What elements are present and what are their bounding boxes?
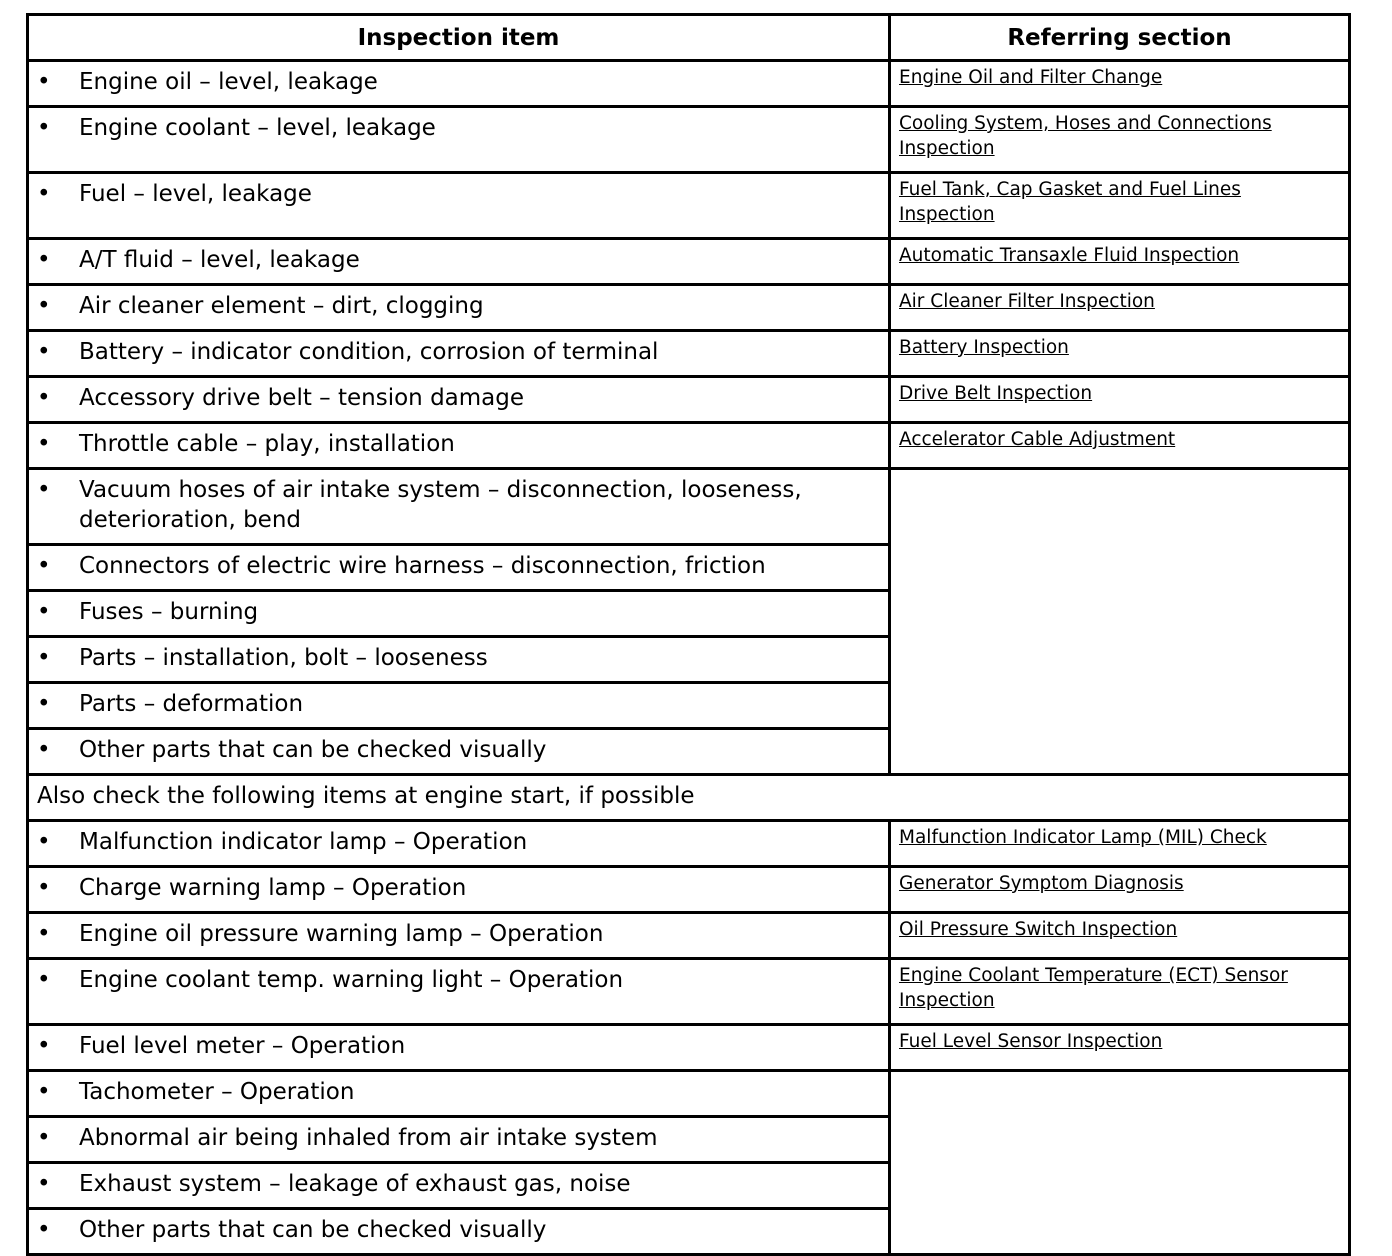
referring-section-link[interactable]: Air Cleaner Filter Inspection — [899, 291, 1155, 312]
referring-section-cell — [890, 377, 1350, 423]
inspection-item-text: Parts – installation, bolt – looseness — [79, 645, 488, 671]
inspection-item-cell — [28, 173, 890, 239]
inspection-item-text: Vacuum hoses of air intake system – disconnection, looseness, deterioration, bend — [79, 477, 802, 533]
inspection-item-text: A/T fluid – level, leakage — [79, 247, 360, 273]
inspection-item-text: Air cleaner element – dirt, clogging — [79, 293, 484, 319]
inspection-item-cell — [28, 1071, 890, 1117]
referring-section-link[interactable]: Generator Symptom Diagnosis — [899, 873, 1184, 894]
inspection-item-cell — [28, 377, 890, 423]
inspection-item-cell — [28, 821, 890, 867]
inspection-item-text: Exhaust system – leakage of exhaust gas, noise — [79, 1171, 631, 1197]
bullet: • — [37, 645, 51, 671]
inspection-item-text: Fuel – level, leakage — [79, 181, 312, 207]
table-row — [28, 423, 1350, 469]
inspection-item-text: Accessory drive belt – tension damage — [79, 385, 525, 411]
referring-section-cell — [890, 173, 1350, 239]
table-row — [28, 959, 1350, 1025]
bullet: • — [37, 875, 51, 901]
referring-section-cell — [890, 959, 1350, 1025]
bullet: • — [37, 477, 51, 503]
table-body — [28, 61, 1350, 1255]
referring-section-link[interactable]: Fuel Tank, Cap Gasket and Fuel Lines Inspection — [899, 179, 1241, 225]
bullet: • — [37, 1033, 51, 1059]
bullet: • — [37, 69, 51, 95]
inspection-item-cell — [28, 61, 890, 107]
table-row — [28, 821, 1350, 867]
inspection-item-text: Engine oil pressure warning lamp – Operation — [79, 921, 604, 947]
empty-referring-section-cell — [890, 1071, 1350, 1255]
inspection-item-cell — [28, 423, 890, 469]
inspection-item-cell — [28, 913, 890, 959]
inspection-item-cell — [28, 331, 890, 377]
inspection-item-text: Other parts that can be checked visually — [79, 737, 547, 763]
inspection-item-cell — [28, 683, 890, 729]
bullet: • — [37, 921, 51, 947]
table-row — [28, 913, 1350, 959]
referring-section-link[interactable]: Engine Coolant Temperature (ECT) Sensor Inspection — [899, 965, 1288, 1011]
inspection-item-cell — [28, 867, 890, 913]
referring-section-cell — [890, 61, 1350, 107]
inspection-item-cell — [28, 1209, 890, 1255]
table-row — [28, 469, 1350, 545]
bullet: • — [37, 247, 51, 273]
inspection-item-text: Engine coolant – level, leakage — [79, 115, 436, 141]
inspection-item-text: Malfunction indicator lamp – Operation — [79, 829, 528, 855]
header-row — [28, 15, 1350, 61]
inspection-item-text: Connectors of electric wire harness – disconnection, friction — [79, 553, 766, 579]
referring-section-link[interactable]: Automatic Transaxle Fluid Inspection — [899, 245, 1240, 266]
bullet: • — [37, 1171, 51, 1197]
referring-section-link[interactable]: Fuel Level Sensor Inspection — [899, 1031, 1163, 1052]
inspection-item-cell — [28, 1117, 890, 1163]
inspection-item-text: Fuel level meter – Operation — [79, 1033, 406, 1059]
table-row — [28, 285, 1350, 331]
referring-section-cell — [890, 331, 1350, 377]
referring-section-cell — [890, 239, 1350, 285]
inspection-item-cell — [28, 1163, 890, 1209]
inspection-item-cell — [28, 1025, 890, 1071]
inspection-item-cell — [28, 107, 890, 173]
table-row — [28, 107, 1350, 173]
inspection-item-text: Tachometer – Operation — [79, 1079, 355, 1105]
table-row — [28, 1025, 1350, 1071]
empty-referring-section-cell — [890, 469, 1350, 775]
table-row — [28, 239, 1350, 285]
engine-start-note: Also check the following items at engine start, if possible — [28, 775, 1350, 821]
referring-section-link[interactable]: Engine Oil and Filter Change — [899, 67, 1163, 88]
inspection-item-text: Fuses – burning — [79, 599, 259, 625]
bullet: • — [37, 599, 51, 625]
header-referring-section: Referring section — [890, 15, 1350, 61]
inspection-item-text: Battery – indicator condition, corrosion of terminal — [79, 339, 659, 365]
bullet: • — [37, 691, 51, 717]
inspection-item-text: Other parts that can be checked visually — [79, 1217, 547, 1243]
referring-section-cell — [890, 913, 1350, 959]
table-row — [28, 1071, 1350, 1117]
inspection-item-cell — [28, 729, 890, 775]
referring-section-link[interactable]: Battery Inspection — [899, 337, 1069, 358]
referring-section-link[interactable]: Cooling System, Hoses and Connections Inspection — [899, 113, 1272, 159]
bullet: • — [37, 1079, 51, 1105]
table-row — [28, 173, 1350, 239]
bullet: • — [37, 431, 51, 457]
referring-section-cell — [890, 1025, 1350, 1071]
bullet: • — [37, 829, 51, 855]
bullet: • — [37, 293, 51, 319]
referring-section-link[interactable]: Oil Pressure Switch Inspection — [899, 919, 1178, 940]
inspection-table — [26, 13, 1351, 1256]
bullet: • — [37, 553, 51, 579]
table-row — [28, 377, 1350, 423]
referring-section-link[interactable]: Drive Belt Inspection — [899, 383, 1093, 404]
referring-section-cell — [890, 423, 1350, 469]
bullet: • — [37, 1125, 51, 1151]
inspection-item-text: Engine coolant temp. warning light – Operation — [79, 967, 624, 993]
table-row — [28, 867, 1350, 913]
inspection-item-cell — [28, 637, 890, 683]
bullet: • — [37, 737, 51, 763]
inspection-item-cell — [28, 285, 890, 331]
bullet: • — [37, 967, 51, 993]
inspection-item-text: Parts – deformation — [79, 691, 304, 717]
inspection-item-cell — [28, 469, 890, 545]
inspection-item-text: Engine oil – level, leakage — [79, 69, 378, 95]
referring-section-link[interactable]: Accelerator Cable Adjustment — [899, 429, 1176, 450]
inspection-item-text: Throttle cable – play, installation — [79, 431, 455, 457]
referring-section-cell — [890, 107, 1350, 173]
inspection-item-cell — [28, 959, 890, 1025]
bullet: • — [37, 181, 51, 207]
bullet: • — [37, 115, 51, 141]
referring-section-cell — [890, 821, 1350, 867]
inspection-item-text: Charge warning lamp – Operation — [79, 875, 467, 901]
inspection-item-text: Abnormal air being inhaled from air intake system — [79, 1125, 658, 1151]
inspection-item-cell — [28, 545, 890, 591]
inspection-item-cell — [28, 591, 890, 637]
table-row — [28, 61, 1350, 107]
referring-section-cell — [890, 285, 1350, 331]
referring-section-link[interactable]: Malfunction Indicator Lamp (MIL) Check — [899, 827, 1267, 848]
table-row — [28, 331, 1350, 377]
bullet: • — [37, 385, 51, 411]
engine-start-row — [28, 775, 1350, 821]
bullet: • — [37, 339, 51, 365]
bullet: • — [37, 1217, 51, 1243]
header-inspection-item: Inspection item — [28, 15, 890, 61]
inspection-item-cell — [28, 239, 890, 285]
referring-section-cell — [890, 867, 1350, 913]
